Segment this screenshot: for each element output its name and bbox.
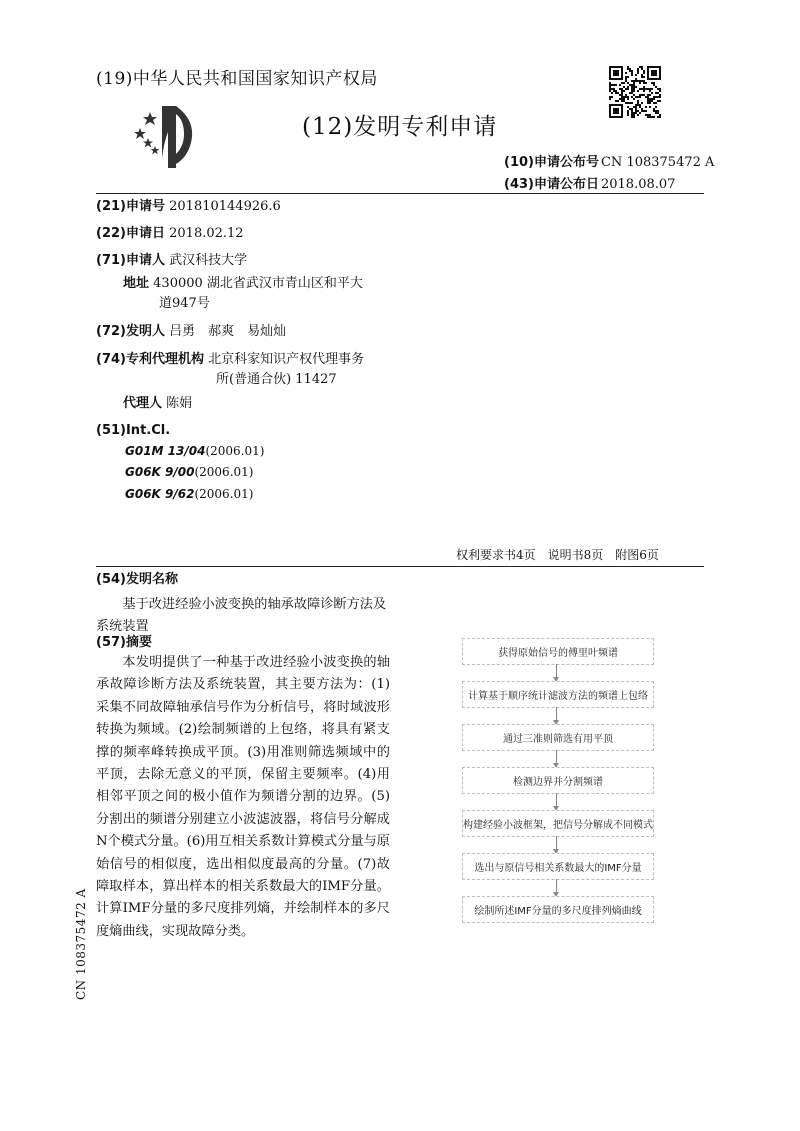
flow-step-6: 选出与原信号相关系数最大的IMF分量: [462, 853, 654, 880]
invention-title-label: [96, 570, 178, 590]
abstract-label-text: (57)摘要: [96, 635, 152, 650]
pub-number-value: CN 108375472 A: [600, 155, 715, 170]
application-number-label: (21)申请号: [96, 199, 165, 214]
flow-step-5: 构建经验小波框架，把信号分解成不同模式: [462, 810, 654, 837]
section-rule: [96, 566, 704, 567]
ipc-code: G06K 9/00: [125, 465, 195, 479]
address: [123, 274, 363, 314]
applicant: [96, 251, 247, 271]
ipc-entry: [125, 487, 253, 501]
flow-step-2: 计算基于顺序统计滤波方法的频谱上包络: [462, 681, 654, 708]
ipc-entry: [125, 444, 264, 458]
address-line-2: 道947号: [159, 296, 210, 311]
pub-date-label: (43)申请公布日: [504, 177, 599, 192]
ipc-entry: [125, 465, 253, 479]
application-date-value: 2018.02.12: [169, 226, 244, 241]
page-counts: 权利要求书4页 说明书8页 附图6页: [456, 548, 659, 562]
application-number: [96, 197, 281, 217]
agency-label: (74)专利代理机构: [96, 352, 204, 367]
ipc-version: (2006.01): [194, 465, 254, 479]
ipc-version: (2006.01): [194, 487, 254, 501]
flow-arrow: [556, 793, 557, 806]
agent-value: 陈娟: [166, 396, 193, 411]
int-cl-label: (51)Int.Cl.: [96, 423, 171, 438]
flow-arrow: [556, 836, 557, 849]
flow-arrow: [556, 879, 557, 892]
flow-step-3: 通过三准则筛选有用平顶: [462, 724, 654, 751]
side-publication-number: CN 108375472 A: [74, 888, 88, 1000]
flow-arrow: [556, 664, 557, 677]
agency-line-1: 北京科家知识产权代理事务: [208, 352, 365, 367]
pub-number-row: [504, 151, 714, 170]
address-label: 地址: [123, 276, 150, 291]
inventor-value: 吕勇 郝爽 易灿灿: [169, 324, 287, 339]
pub-date-row: [504, 173, 675, 192]
pub-number-label: (10)申请公布号: [504, 155, 599, 170]
abstract-body: 本发明提供了一种基于改进经验小波变换的轴承故障诊断方法及系统装置，其主要方法为：(1)采集不同故障轴承信号作为分析信号，将时域波形转换为频域。(2)绘制频谱的上包络，将具有紧支撑的频率峰转换成平顶。(3)用准则筛选频域中的平顶，去除无意义的平顶，保留主要频率。(4)用相邻平顶之间的极小值作为频谱分割的边界。(5)分割出的频谱分别建立小波滤波器，将信号分解成N个模式分量。(6)用互相关系数计算模式分量与原始信号的相似度，选出相似度最高的分量。(7)故障取样本，算出样本的相关系数最大的IMF分量。计算IMF分量的多尺度排列熵，并绘制样本的多尺度熵曲线，实现故障分类。: [96, 655, 390, 939]
address-line-1: 430000 湖北省武汉市青山区和平大: [153, 276, 363, 291]
agent: [123, 394, 192, 414]
flow-step-4: 检测边界并分割频谱: [462, 767, 654, 794]
application-date-label: (22)申请日: [96, 226, 165, 241]
applicant-value: 武汉科技大学: [169, 253, 248, 268]
qr-code-graphic: [609, 66, 661, 118]
flow-step-1: 获得原始信号的傅里叶频谱: [462, 638, 654, 665]
pub-date-value: 2018.08.07: [600, 177, 676, 192]
qr-code: [609, 66, 661, 118]
abstract-label: [96, 633, 152, 653]
application-date: [96, 224, 244, 244]
title-label-text: (54)发明名称: [96, 572, 178, 587]
inventors: [96, 322, 286, 342]
inventor-label: (72)发明人: [96, 324, 165, 339]
flow-step-7: 绘制所述IMF分量的多尺度排列熵曲线: [462, 896, 654, 923]
header-rule: [96, 193, 704, 194]
application-number-value: 201810144926.6: [169, 199, 281, 214]
flow-arrow: [556, 750, 557, 763]
int-cl: [96, 421, 170, 441]
invention-title: 基于改进经验小波变换的轴承故障诊断方法及系统装置: [96, 597, 387, 634]
agency: [96, 350, 364, 390]
agent-label: 代理人: [123, 396, 163, 411]
ipc-code: G01M 13/04: [125, 444, 206, 458]
applicant-label: (71)申请人: [96, 253, 165, 268]
ipc-code: G06K 9/62: [125, 487, 195, 501]
flow-arrow: [556, 707, 557, 720]
agency-line-2: 所(普通合伙) 11427: [216, 372, 337, 387]
document-type: (12)发明专利申请: [302, 114, 498, 140]
cnipa-logo: [128, 102, 200, 172]
office-name: (19)中华人民共和国国家知识产权局: [96, 69, 378, 89]
cnipa-logo-mark: [128, 102, 200, 172]
ipc-version: (2006.01): [205, 444, 265, 458]
